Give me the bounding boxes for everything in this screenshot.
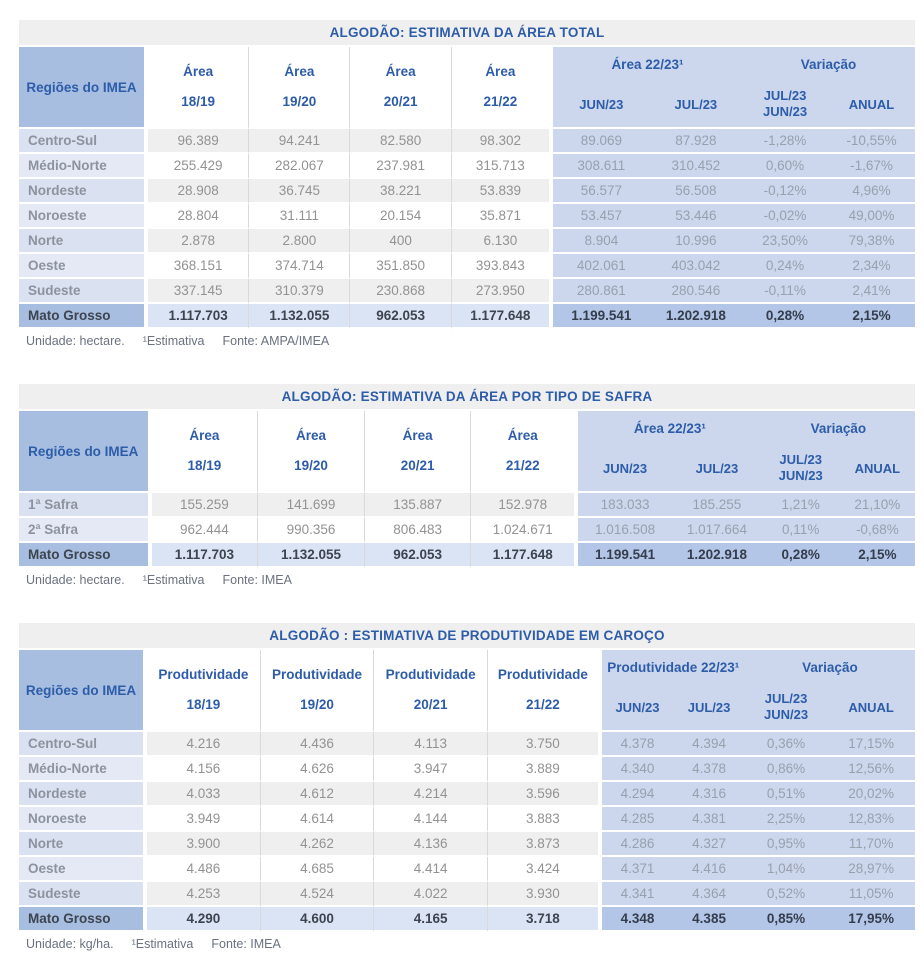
- col-header-annual: ANUAL: [828, 81, 915, 129]
- monthly-var-denominator: JUN/23: [762, 104, 808, 119]
- monthly-var-denominator: JUN/23: [778, 468, 823, 483]
- table-row: [19, 204, 915, 229]
- table-cell: 89.069: [553, 129, 650, 154]
- table-cell: 237.981: [350, 154, 451, 179]
- table-cell: 310.379: [249, 279, 350, 304]
- table-cell: -0,11%: [742, 279, 828, 304]
- table-cell: 1.177.648: [471, 543, 578, 568]
- col-header-jul23: JUL/23: [650, 81, 742, 129]
- table-cell: 53.457: [553, 204, 650, 229]
- col-header-metric: Produtividade: [385, 667, 476, 683]
- footnote-source: Fonte: IMEA: [211, 937, 281, 951]
- table-cell: 98.302: [452, 129, 553, 154]
- table-cell: 20,02%: [827, 782, 915, 807]
- table-cell: 4.524: [261, 882, 375, 907]
- header-row-main: [19, 650, 915, 684]
- table-footnote: [26, 333, 915, 350]
- col-header-season: 19/20: [294, 457, 328, 473]
- table-cell: 3.947: [374, 757, 488, 782]
- row-label: Mato Grosso: [19, 907, 147, 932]
- table-cell: 4.364: [673, 882, 745, 907]
- variation-group-header: Variação: [745, 650, 915, 684]
- table-cell: 4.385: [673, 907, 745, 932]
- table-cell: 3.883: [488, 807, 602, 832]
- row-label: Noroeste: [19, 807, 147, 832]
- table-cell: 36.745: [249, 179, 350, 204]
- table-cell: 4.378: [673, 757, 745, 782]
- row-label: Médio-Norte: [19, 154, 148, 179]
- table-cell: 4.285: [602, 807, 674, 832]
- table-cell: 402.061: [553, 254, 650, 279]
- col-header-monthly-variation: [745, 684, 827, 732]
- table-row: [19, 757, 915, 782]
- row-label: Norte: [19, 832, 147, 857]
- row-label: Nordeste: [19, 179, 148, 204]
- table-title: ALGODÃO : ESTIMATIVA DE PRODUTIVIDADE EM CAROÇO: [19, 623, 915, 650]
- table-cell: 351.850: [350, 254, 451, 279]
- table-cell: 94.241: [249, 129, 350, 154]
- table-cell: 4.416: [673, 857, 745, 882]
- table-cell: 308.611: [553, 154, 650, 179]
- table-cell: 403.042: [650, 254, 742, 279]
- table-title-bar: [19, 20, 915, 47]
- col-header-metric: Área: [189, 428, 220, 444]
- col-header-season: 21/22: [505, 457, 540, 473]
- table-cell: 17,15%: [827, 732, 915, 757]
- table-row: [19, 229, 915, 254]
- table-cell: 368.151: [148, 254, 249, 279]
- table-cell: 3.718: [488, 907, 602, 932]
- table-cell: 4.136: [374, 832, 488, 857]
- table-cell: 38.221: [350, 179, 451, 204]
- table-cell: 20.154: [350, 204, 451, 229]
- table-cell: 23,50%: [742, 229, 828, 254]
- table-cell: 53.839: [452, 179, 553, 204]
- table-cell: -1,28%: [742, 129, 828, 154]
- table-cell: 4.340: [602, 757, 674, 782]
- row-label: Centro-Sul: [19, 732, 147, 757]
- table-cell: 2,25%: [745, 807, 827, 832]
- row-label: Mato Grosso: [19, 543, 152, 568]
- table-cell: 2,34%: [828, 254, 915, 279]
- table-cell: 3.750: [488, 732, 602, 757]
- table-cell: 2,15%: [840, 543, 915, 568]
- table-row: [19, 732, 915, 757]
- table-title: ALGODÃO: ESTIMATIVA DA ÁREA TOTAL: [19, 20, 915, 47]
- table-cell: 28.908: [148, 179, 249, 204]
- table-cell: 87.928: [650, 129, 742, 154]
- col-header-metric: Produtividade: [272, 667, 363, 683]
- table-cell: 1.202.918: [672, 543, 762, 568]
- footnote-unit: Unidade: hectare.: [26, 573, 125, 587]
- table-cell: -10,55%: [828, 129, 915, 154]
- table-cell: 4,96%: [828, 179, 915, 204]
- col-header-season: 20/21: [400, 457, 435, 473]
- table-cell: 4.612: [261, 782, 375, 807]
- table-cell: 31.111: [249, 204, 350, 229]
- table-cell: 82.580: [350, 129, 451, 154]
- col-header-monthly-variation: [762, 445, 840, 493]
- table-row: [19, 832, 915, 857]
- footnote-estimate: ¹Estimativa: [131, 937, 194, 951]
- col-header-jul23: JUL/23: [672, 445, 762, 493]
- table-cell: 1.202.918: [650, 304, 742, 329]
- col-header-metric: Área: [485, 64, 516, 80]
- table-cell: 0,86%: [745, 757, 827, 782]
- monthly-var-numerator: JUL/23: [779, 451, 822, 467]
- table-cell: -0,12%: [742, 179, 828, 204]
- table-body: [19, 493, 915, 568]
- col-header-20-21: [350, 47, 451, 129]
- col-header-jun23: JUN/23: [602, 684, 674, 732]
- table-cell: 10.996: [650, 229, 742, 254]
- table-cell: 1,21%: [762, 493, 840, 518]
- area-total-table: [19, 20, 915, 329]
- col-header-metric: Produtividade: [497, 667, 588, 683]
- col-header-21-22: [452, 47, 553, 129]
- table-cell: 6.130: [452, 229, 553, 254]
- col-header-season: 20/21: [383, 93, 418, 109]
- table-cell: 1.117.703: [148, 304, 249, 329]
- col-header-season: 21/22: [483, 93, 518, 109]
- region-column-header: Regiões do IMEA: [19, 47, 148, 129]
- col-header-metric: Área: [284, 64, 315, 80]
- col-header-season: 20/21: [413, 696, 448, 712]
- col-header-monthly-variation: [742, 81, 828, 129]
- monthly-var-numerator: JUL/23: [763, 87, 807, 103]
- table-cell: 49,00%: [828, 204, 915, 229]
- col-header-20-21: [374, 650, 488, 732]
- col-header-season: 21/22: [525, 696, 560, 712]
- table-cell: 4.294: [602, 782, 674, 807]
- row-label: Sudeste: [19, 279, 148, 304]
- table-cell: 4.144: [374, 807, 488, 832]
- table-cell: 0,24%: [742, 254, 828, 279]
- col-header-jun23: JUN/23: [578, 445, 672, 493]
- row-label: Sudeste: [19, 882, 147, 907]
- table-cell: 255.429: [148, 154, 249, 179]
- table-cell: 4.286: [602, 832, 674, 857]
- table-cell: 11,05%: [827, 882, 915, 907]
- table-cell: 12,56%: [827, 757, 915, 782]
- table-cell: 0,85%: [745, 907, 827, 932]
- col-header-18-19: [148, 47, 249, 129]
- row-label: Noroeste: [19, 204, 148, 229]
- table-cell: 4.626: [261, 757, 375, 782]
- table-cell: 1.199.541: [553, 304, 650, 329]
- col-header-metric: Área: [507, 428, 538, 444]
- table-cell: 4.381: [673, 807, 745, 832]
- table-row: [19, 493, 915, 518]
- table-cell: 4.253: [147, 882, 261, 907]
- table-cell: 337.145: [148, 279, 249, 304]
- table-cell: 4.165: [374, 907, 488, 932]
- current-season-group-header: Produtividade 22/23¹: [602, 650, 745, 684]
- table-cell: 4.262: [261, 832, 375, 857]
- table-cell: 0,95%: [745, 832, 827, 857]
- region-column-header: Regiões do IMEA: [19, 411, 152, 493]
- footnote-unit: Unidade: kg/ha.: [26, 937, 114, 951]
- footnote-estimate: ¹Estimativa: [142, 334, 205, 348]
- table-cell: 155.259: [152, 493, 259, 518]
- col-header-metric: Área: [385, 64, 416, 80]
- row-label: Nordeste: [19, 782, 147, 807]
- table-cell: 393.843: [452, 254, 553, 279]
- current-season-group-header: Área 22/23¹: [553, 47, 742, 81]
- table-cell: 1.177.648: [452, 304, 553, 329]
- table-cell: 230.868: [350, 279, 451, 304]
- variation-group-header: Variação: [762, 411, 915, 445]
- table-cell: 0,51%: [745, 782, 827, 807]
- table-cell: 1,04%: [745, 857, 827, 882]
- table-cell: 4.486: [147, 857, 261, 882]
- table-cell: 56.577: [553, 179, 650, 204]
- header-row-main: [19, 411, 915, 445]
- table-row: [19, 882, 915, 907]
- col-header-20-21: [365, 411, 472, 493]
- table-cell: 152.978: [471, 493, 578, 518]
- total-row: [19, 907, 915, 932]
- table-cell: 3.424: [488, 857, 602, 882]
- table-cell: 17,95%: [827, 907, 915, 932]
- table-row: [19, 857, 915, 882]
- area-tipo-safra-section: [19, 384, 915, 589]
- table-cell: 0,28%: [742, 304, 828, 329]
- monthly-var-numerator: JUL/23: [764, 690, 808, 706]
- col-header-21-22: [488, 650, 602, 732]
- table-title: ALGODÃO: ESTIMATIVA DA ÁREA POR TIPO DE SAFRA: [19, 384, 915, 411]
- table-cell: 2.878: [148, 229, 249, 254]
- table-cell: 4.378: [602, 732, 674, 757]
- footnote-source: Fonte: AMPA/IMEA: [222, 334, 330, 348]
- table-cell: 4.348: [602, 907, 674, 932]
- col-header-metric: Área: [402, 428, 433, 444]
- table-cell: 1.016.508: [578, 518, 672, 543]
- table-row: [19, 518, 915, 543]
- table-cell: 310.452: [650, 154, 742, 179]
- table-cell: 8.904: [553, 229, 650, 254]
- col-header-jun23: JUN/23: [553, 81, 650, 129]
- table-title-bar: [19, 623, 915, 650]
- col-header-annual: ANUAL: [827, 684, 915, 732]
- table-cell: 11,70%: [827, 832, 915, 857]
- table-cell: 4.290: [147, 907, 261, 932]
- table-cell: 4.436: [261, 732, 375, 757]
- col-header-season: 19/20: [300, 696, 334, 712]
- table-row: [19, 279, 915, 304]
- table-cell: 1.132.055: [258, 543, 365, 568]
- area-tipo-safra-table: [19, 384, 915, 568]
- table-cell: 21,10%: [840, 493, 915, 518]
- table-cell: 96.389: [148, 129, 249, 154]
- region-column-header: Regiões do IMEA: [19, 650, 147, 732]
- col-header-season: 19/20: [282, 93, 317, 109]
- table-body: [19, 129, 915, 329]
- table-body: [19, 732, 915, 932]
- table-cell: 4.033: [147, 782, 261, 807]
- header-row-main: [19, 47, 915, 81]
- col-header-jul23: JUL/23: [673, 684, 745, 732]
- table-cell: -0,68%: [840, 518, 915, 543]
- table-cell: 28,97%: [827, 857, 915, 882]
- table-cell: 4.113: [374, 732, 488, 757]
- table-row: [19, 782, 915, 807]
- table-cell: -0,02%: [742, 204, 828, 229]
- col-header-19-20: [249, 47, 350, 129]
- table-cell: 282.067: [249, 154, 350, 179]
- table-cell: 79,38%: [828, 229, 915, 254]
- table-cell: 2,41%: [828, 279, 915, 304]
- table-cell: 0,36%: [745, 732, 827, 757]
- table-cell: 3.889: [488, 757, 602, 782]
- table-title-bar: [19, 384, 915, 411]
- col-header-season: 18/19: [187, 457, 222, 473]
- table-cell: 280.861: [553, 279, 650, 304]
- row-label: Norte: [19, 229, 148, 254]
- table-cell: 990.356: [258, 518, 365, 543]
- col-header-18-19: [147, 650, 261, 732]
- row-label: 1ª Safra: [19, 493, 152, 518]
- row-label: Oeste: [19, 254, 148, 279]
- table-cell: 12,83%: [827, 807, 915, 832]
- table-cell: 3.596: [488, 782, 602, 807]
- table-cell: 35.871: [452, 204, 553, 229]
- total-row: [19, 543, 915, 568]
- table-cell: 962.053: [365, 543, 472, 568]
- table-cell: 400: [350, 229, 451, 254]
- col-header-season: 18/19: [186, 696, 221, 712]
- monthly-var-denominator: JUN/23: [764, 707, 809, 722]
- table-cell: 273.950: [452, 279, 553, 304]
- footnote-estimate: ¹Estimativa: [142, 573, 205, 587]
- row-label: Oeste: [19, 857, 147, 882]
- table-cell: 4.214: [374, 782, 488, 807]
- table-cell: 4.394: [673, 732, 745, 757]
- table-cell: 3.930: [488, 882, 602, 907]
- row-label: 2ª Safra: [19, 518, 152, 543]
- table-cell: 962.053: [350, 304, 451, 329]
- table-footnote: [26, 572, 915, 589]
- table-cell: 0,11%: [762, 518, 840, 543]
- table-cell: 28.804: [148, 204, 249, 229]
- table-cell: 0,60%: [742, 154, 828, 179]
- col-header-metric: Área: [296, 428, 327, 444]
- table-cell: 4.156: [147, 757, 261, 782]
- table-cell: 1.024.671: [471, 518, 578, 543]
- table-cell: 315.713: [452, 154, 553, 179]
- col-header-19-20: [258, 411, 365, 493]
- table-cell: 4.371: [602, 857, 674, 882]
- table-cell: 374.714: [249, 254, 350, 279]
- table-row: [19, 129, 915, 154]
- table-cell: 3.873: [488, 832, 602, 857]
- table-cell: 56.508: [650, 179, 742, 204]
- col-header-metric: Área: [183, 64, 214, 80]
- col-header-18-19: [152, 411, 259, 493]
- area-total-section: [19, 20, 915, 350]
- col-header-21-22: [471, 411, 578, 493]
- table-cell: 4.600: [261, 907, 375, 932]
- table-cell: -1,67%: [828, 154, 915, 179]
- table-cell: 4.414: [374, 857, 488, 882]
- variation-group-header: Variação: [742, 47, 915, 81]
- col-header-season: 18/19: [181, 93, 216, 109]
- col-header-annual: ANUAL: [840, 445, 915, 493]
- row-label: Médio-Norte: [19, 757, 147, 782]
- total-row: [19, 304, 915, 329]
- row-label: Centro-Sul: [19, 129, 148, 154]
- table-footnote: [26, 936, 915, 953]
- table-cell: 806.483: [365, 518, 472, 543]
- table-cell: 4.341: [602, 882, 674, 907]
- table-cell: 53.446: [650, 204, 742, 229]
- row-label: Mato Grosso: [19, 304, 148, 329]
- col-header-19-20: [261, 650, 375, 732]
- table-cell: 962.444: [152, 518, 259, 543]
- table-cell: 1.117.703: [152, 543, 259, 568]
- table-cell: 0,52%: [745, 882, 827, 907]
- produtividade-table: [19, 623, 915, 932]
- table-cell: 4.327: [673, 832, 745, 857]
- produtividade-section: [19, 623, 915, 953]
- table-cell: 141.699: [258, 493, 365, 518]
- table-cell: 4.316: [673, 782, 745, 807]
- table-cell: 1.199.541: [578, 543, 672, 568]
- table-cell: 4.216: [147, 732, 261, 757]
- col-header-metric: Produtividade: [158, 667, 249, 683]
- table-row: [19, 807, 915, 832]
- table-cell: 3.900: [147, 832, 261, 857]
- table-cell: 4.614: [261, 807, 375, 832]
- table-cell: 0,28%: [762, 543, 840, 568]
- table-cell: 280.546: [650, 279, 742, 304]
- table-cell: 2,15%: [828, 304, 915, 329]
- table-cell: 1.132.055: [249, 304, 350, 329]
- table-cell: 183.033: [578, 493, 672, 518]
- table-cell: 135.887: [365, 493, 472, 518]
- table-row: [19, 154, 915, 179]
- table-row: [19, 254, 915, 279]
- current-season-group-header: Área 22/23¹: [578, 411, 762, 445]
- table-cell: 4.022: [374, 882, 488, 907]
- table-cell: 185.255: [672, 493, 762, 518]
- table-cell: 3.949: [147, 807, 261, 832]
- table-cell: 2.800: [249, 229, 350, 254]
- table-cell: 1.017.664: [672, 518, 762, 543]
- table-row: [19, 179, 915, 204]
- table-cell: 4.685: [261, 857, 375, 882]
- footnote-unit: Unidade: hectare.: [26, 334, 125, 348]
- footnote-source: Fonte: IMEA: [222, 573, 292, 587]
